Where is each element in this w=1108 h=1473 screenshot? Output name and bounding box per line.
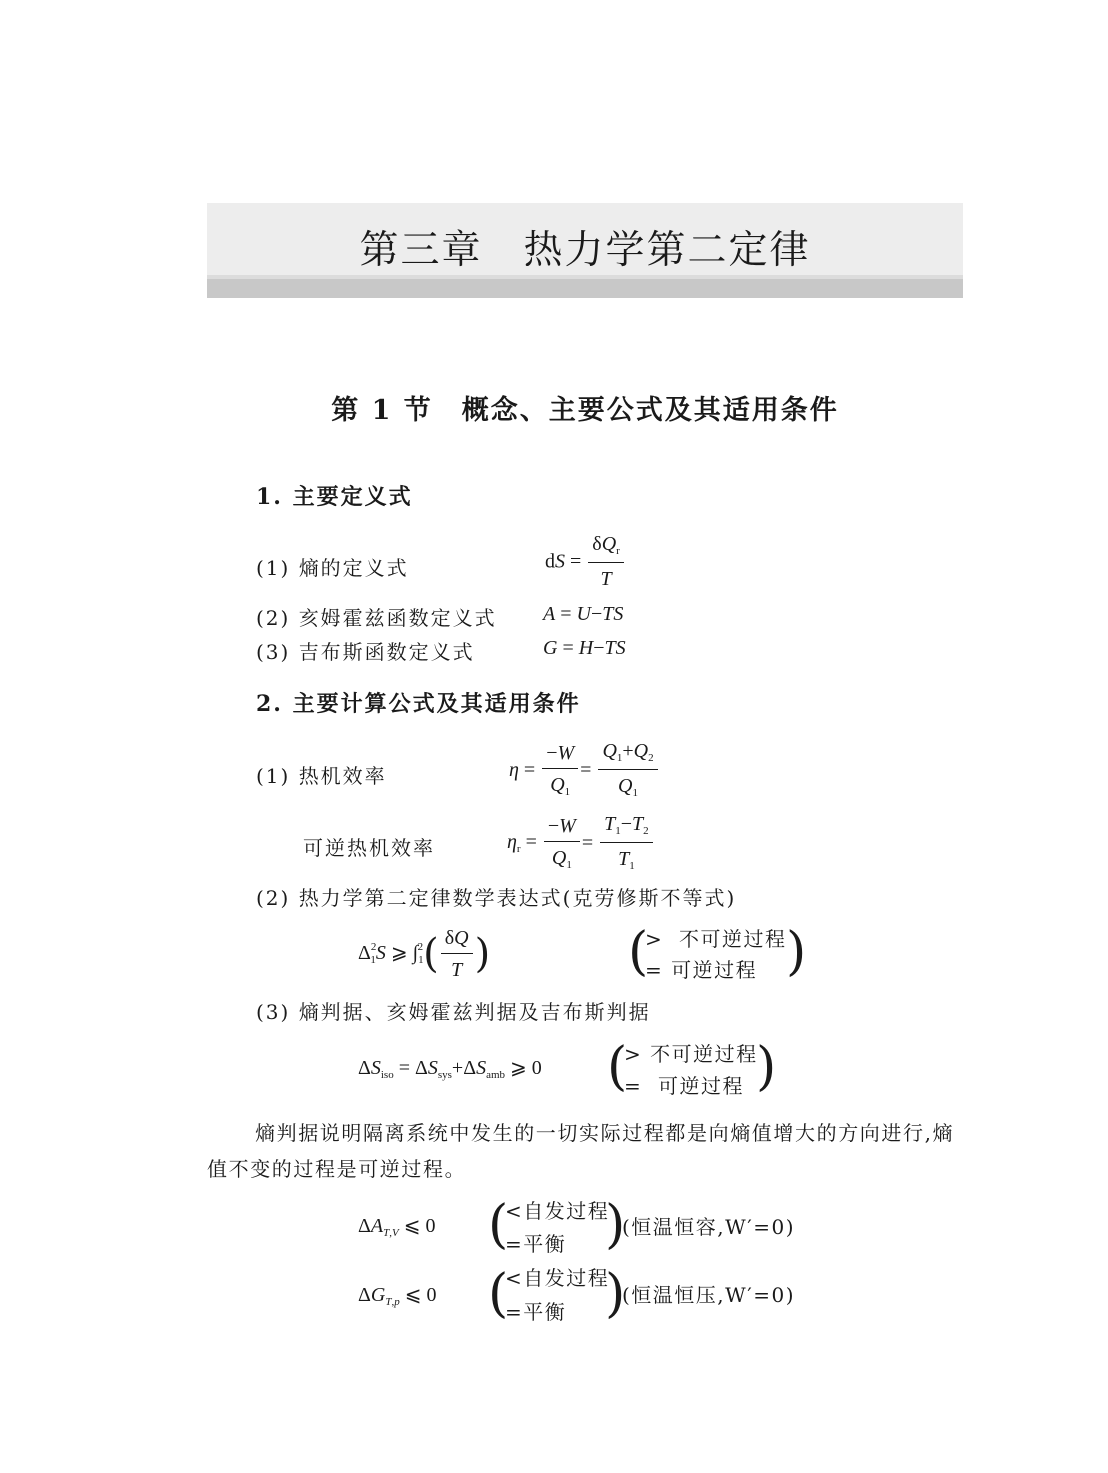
heading-formulas: 2. 主要计算公式及其适用条件 (256, 691, 581, 717)
heading-definitions: 1. 主要定义式 (256, 484, 413, 510)
entropy-cond-irreversible: > 不可逆过程 (624, 1042, 758, 1066)
entropy-cond-close-paren: ) (756, 1037, 777, 1097)
helmholtz-criterion-formula: $\Delta A_{T,V}$ ⩽ 0 (358, 1215, 436, 1239)
helmholtz-cond-note: (恒温恒容,W′=0) (622, 1215, 796, 1239)
clausius-inequality: $\Delta^2_1S$ ⩾ $\int_1^2$( $\frac{\delta Q}{T}$ ) (358, 927, 491, 981)
helmholtz-cond-equilibrium: =平衡 (505, 1232, 567, 1256)
gibbs-cond-spontaneous: <自发过程 (505, 1266, 610, 1290)
clausius-cond-close-paren: ) (786, 922, 807, 982)
def-gibbs-label: (3) 吉布斯函数定义式 (256, 640, 475, 664)
reversible-efficiency-label: 可逆热机效率 (303, 836, 435, 860)
chapter-banner (207, 203, 963, 298)
def-entropy-label: (1) 熵的定义式 (256, 556, 409, 580)
clausius-label: (2) 热力学第二定律数学表达式(克劳修斯不等式) (256, 886, 737, 910)
entropy-criterion-formula: $\Delta S_{iso} = \Delta S_{sys}+\Delta S_{amb}$ ⩾ 0 (358, 1057, 542, 1081)
entropy-criterion-paragraph: 熵判据说明隔离系统中发生的一切实际过程都是向熵值增大的方向进行,熵值不变的过程是可逆过程。 (207, 1121, 955, 1181)
helmholtz-cond-open-paren: ( (488, 1195, 509, 1255)
gibbs-cond-note: (恒温恒压,W′=0) (622, 1283, 796, 1307)
efficiency-label: (1) 热机效率 (256, 764, 387, 788)
gibbs-criterion-formula: $\Delta G_{T,p}$ ⩽ 0 (358, 1284, 437, 1308)
helmholtz-cond-close-paren: ) (605, 1195, 626, 1255)
clausius-cond-open-paren: ( (628, 922, 649, 982)
helmholtz-formula: A = U−TS (543, 603, 624, 625)
chapter-title: 第三章 热力学第二定律 (359, 228, 811, 273)
entropy-cond-reversible: = 可逆过程 (624, 1074, 744, 1098)
entropy-cond-open-paren: ( (607, 1037, 628, 1097)
gibbs-cond-equilibrium: =平衡 (505, 1300, 567, 1324)
entropy-definition-formula: dS = $\frac{\delta Q_r}{T}$ (545, 534, 626, 589)
helmholtz-cond-spontaneous: <自发过程 (505, 1199, 610, 1223)
clausius-cond-irreversible: > 不可逆过程 (645, 927, 787, 951)
gibbs-cond-open-paren: ( (488, 1264, 509, 1324)
gibbs-cond-close-paren: ) (605, 1264, 626, 1324)
def-helmholtz-label: (2) 亥姆霍兹函数定义式 (256, 606, 497, 630)
clausius-cond-reversible: = 可逆过程 (645, 958, 758, 982)
reversible-efficiency-formula: $\eta_r$ = $\frac{-W}{Q_1}$ = $\frac{T_1-T_2}{T_1}$ (507, 814, 655, 872)
banner-bar (207, 279, 963, 298)
criteria-label: (3) 熵判据、亥姆霍兹判据及吉布斯判据 (256, 1000, 651, 1024)
gibbs-formula: G = H−TS (543, 637, 626, 659)
efficiency-formula: η = $\frac{-W}{Q_1}$ = $\frac{Q_1+Q_2}{Q_1}$ (509, 741, 660, 799)
section-title: 第 1 节 概念、主要公式及其适用条件 (331, 395, 839, 426)
